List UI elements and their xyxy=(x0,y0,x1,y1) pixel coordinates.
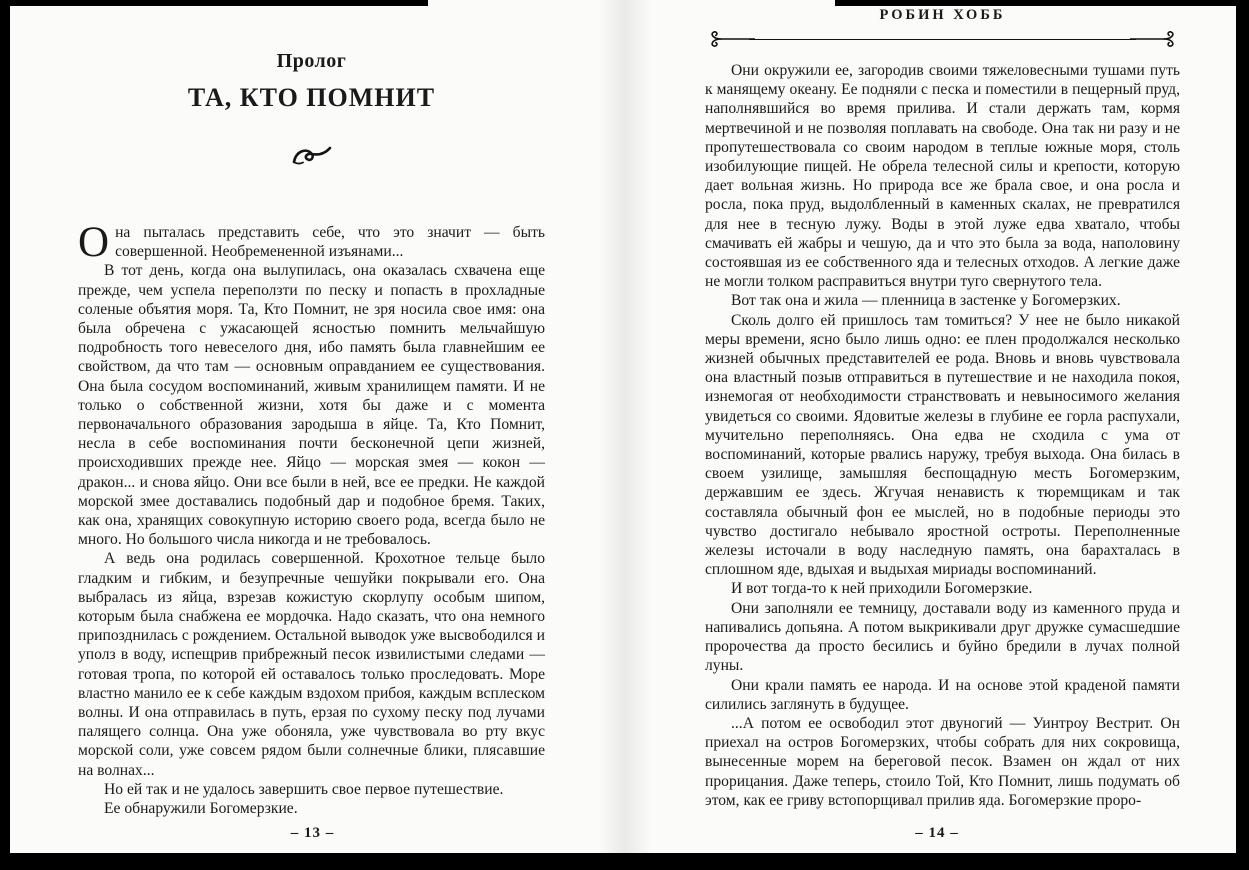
fleuron-icon xyxy=(78,145,545,169)
right-page-body xyxy=(705,61,1180,810)
chapter-title: ТА, КТО ПОМНИТ xyxy=(187,83,436,112)
page-number-right: – 14 – xyxy=(915,825,959,841)
paragraph: И вот тогда-то к ней приходили Богомерзкие. xyxy=(731,580,1033,598)
paragraph: В тот день, когда она вылупилась, она оказалась схвачена еще прежде, чем успела переползти по песку и попасть в прохладные соленые объятия моря. Та, Кто Помнит, не зря носила свое имя: она была обречена с ужасающей ясностью помнить мельчайшую подробность того невеселого дня, ибо память была главнейшим ее свойством, да что там — основным оправданием ее существования. Она была сосудом воспоминаний, живым хранилищем памяти. И не только о собственной жизни, хотя бы даже и с момента первоначального образования зародыша в яйце. Та, Кто Помнит, несла в себе воспоминания почти бесконечной цепи жизней, происходивших прежде нее. Яйцо — морская змея — кокон — дракон... и снова яйцо. Они все были в ней, все ее предки. Не каждой морской змее доставались подобный дар и подобное бремя. Таких, как она, хранящих совокупную историю своего рода, всегда было не много. Но большого числа никогда и не требовалось. xyxy=(78,262,545,549)
running-header: РОБИН ХОББ xyxy=(879,7,1006,23)
page-number-left: – 13 – xyxy=(290,825,335,841)
chapter-label: Пролог xyxy=(276,50,347,72)
opening-paragraph xyxy=(78,219,545,266)
scan-edge-left xyxy=(0,0,10,870)
paragraph: Они заполняли ее темницу, доставали воду из каменного пруда и напивались допьяна. А потом выкрикивали друг дружке сумасшедшие пророчества да просто бесились и буйно бредили в лучах полной луны. xyxy=(705,599,1180,675)
scan-edge-top-right xyxy=(835,0,1249,6)
header-rule-line xyxy=(749,39,1136,40)
paragraph: Ее обнаружили Богомерзкие. xyxy=(104,800,298,818)
drop-cap: О xyxy=(78,219,110,266)
paragraph: Они крали память ее народа. И на основе этой краденой памяти силились заглянуть в будущее. xyxy=(705,676,1180,713)
paragraph: Но ей так и не удалось завершить свое первое путешествие. xyxy=(104,780,504,798)
flourish-left-icon xyxy=(705,30,755,48)
opening-paragraph-text: на пыталась представить себе, что это значит — быть совершенной. Необремененной изъянами... xyxy=(115,224,545,261)
page-right xyxy=(625,0,1249,870)
paragraphs xyxy=(705,61,1180,810)
header-flourish-rule xyxy=(705,30,1180,48)
paragraph: А ведь она родилась совершенной. Крохотное тельце было гладким и гибким, и безупречные чешуйки покрывали его. Она выбралась из яйца, взрезав кожистую скорлупу особым шипом, которым была снабжена ее мордочка. Надо сказать, что она немного припозднилась с рождением. Остальной выводок уже высвободился и уполз в воду, испещрив прибрежный песок извилистыми следами — готовая тропа, по которой ей оставалось только проследовать. Море властно манило ее к себе каждым вздохом прибоя, каждым всплеском волны. И она отправилась в путь, ерзая по сухому песку под лучами палящего солнца. Она уже обоняла, уже чувствовала во рту вкус морской соли, уже совсем рядом были солнечные блики, плясавшие на волнах... xyxy=(78,550,545,779)
paragraph: Они окружили ее, загородив своими тяжеловесными тушами путь к манящему океану. Ее подняли с песка и поместили в пещерный пруд, наполнявшийся во время прилива. И стали держать там, кормя мертвечиной и не позволяя поплавать на свободе. Она так ни разу и не пропутешествовала со своим народом в теплые южные моря, столь изобилующие пищей. Не обрела телесной силы и крепости, которую дает вольная жизнь. Но природа все же брала свое, и она росла и росла, пока пруд, выдолбленный в каменных скалах, не превратился для нее в тесную лужу. Воды в этой луже едва хватало, чтобы смачивать ей жабры и чешую, да и что это была за вода, наполовину состоявшая из ее собственного яда и телесных отходов. А легкие даже не могли толком расправиться внутри туго свернутого тела. xyxy=(705,62,1180,291)
paragraph: Сколь долго ей пришлось там томиться? У нее не было никакой меры времени, ясно было лишь одно: ее плен продолжался несколько жизней обычных представителей ее рода. Вновь и вновь чувствовала она властный позыв отправиться в путешествие и не находила покоя, изнемогая от необходимости странствовать и невыносимого желания увидеться со своими. Ядовитые железы в глубине ее горла распухали, мучительно переполняясь. Она едва не сходила с ума от воспоминаний, которые рвались наружу, требуя выхода. Она билась в своем узилище, замышляя беспощадную месть Богомерзким, державшим ее здесь. Жгучая ненависть к тюремщикам и так составляла обычный фон ее мыслей, но в подобные периоды это чувство достигало небывало яростной остроты. Переполненные железы источали в воду наследную память, она барахталась в сплошном яде, вдыхая и выдыхая мириады воспоминаний. xyxy=(705,311,1180,579)
scan-edge-top-left xyxy=(0,0,428,6)
paragraph: ...А потом ее освободил этот двуногий — Уинтроу Вестрит. Он приехал на остров Богомерзких, чтобы собрать для них сокровища, вынесенные морем на береговой песок. Взамен он ждал от них прорицания. Даже теперь, стоило Той, Кто Помнит, лишь подумать об этом, как ее гриву встопорщивал прилив яда. Богомерзкие проро- xyxy=(705,714,1180,809)
paragraphs xyxy=(78,261,545,818)
scan-edge-right xyxy=(1236,0,1249,870)
paragraph: Вот так она и жила — пленница в застенке у Богомерзких. xyxy=(731,292,1121,310)
flourish-right-icon xyxy=(1130,30,1180,48)
scan-edge-bottom xyxy=(0,853,1249,870)
left-page-body xyxy=(78,219,545,818)
